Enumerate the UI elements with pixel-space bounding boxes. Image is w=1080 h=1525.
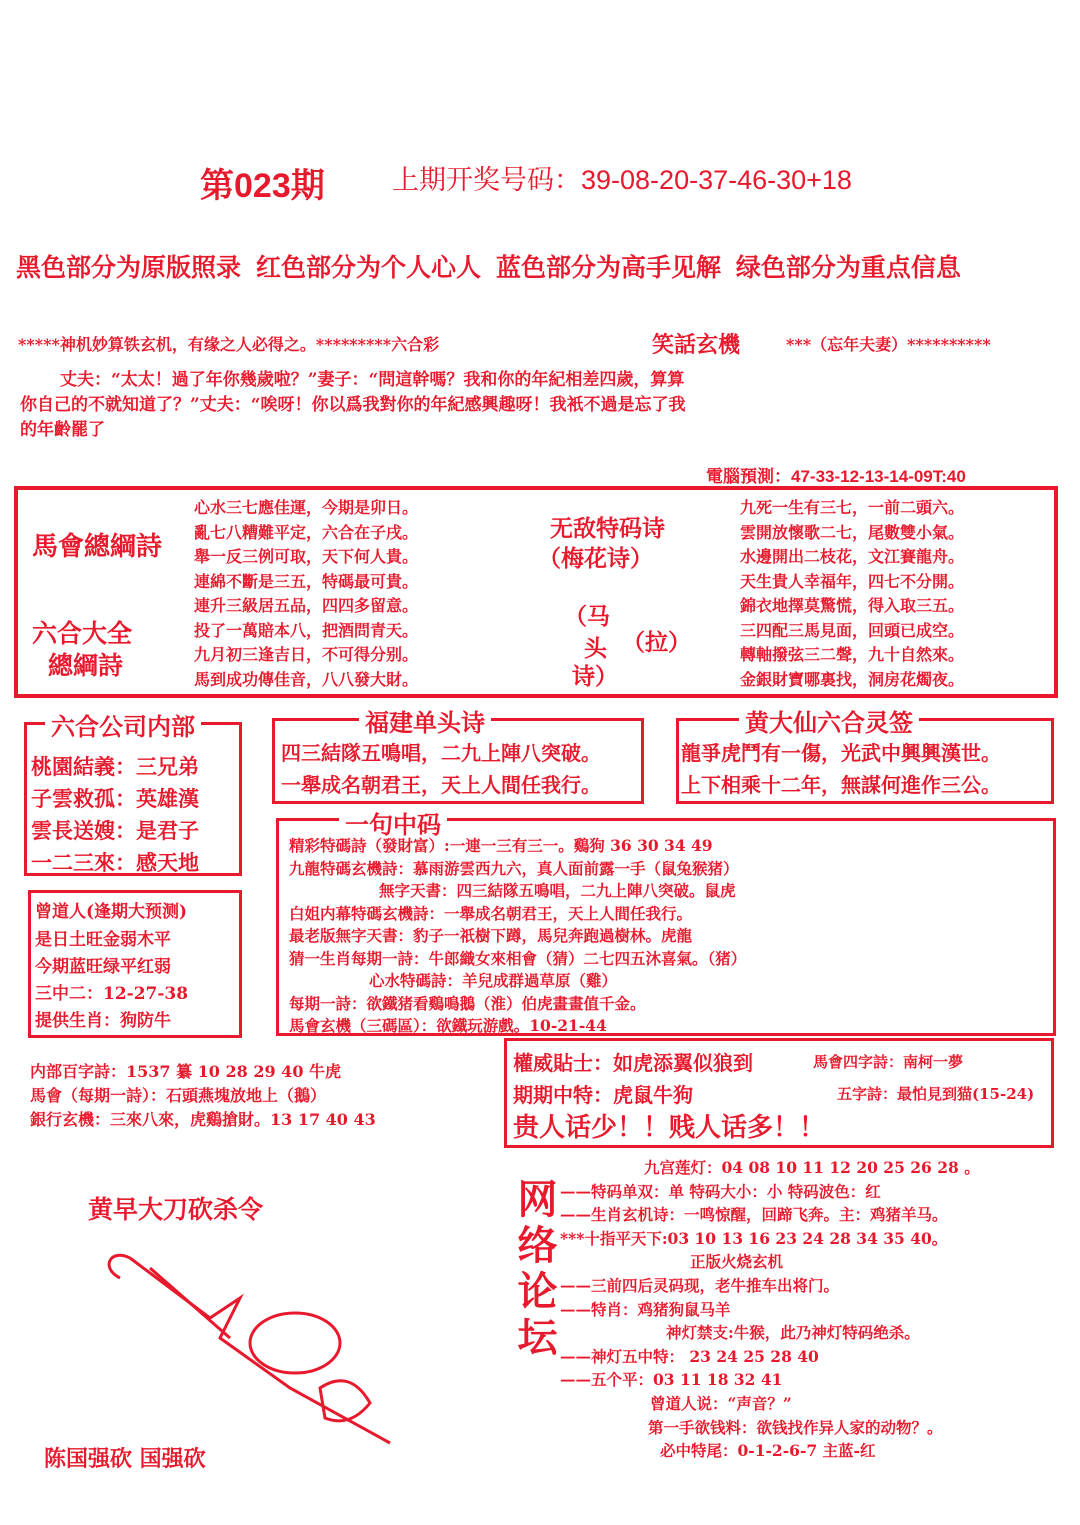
- poem-line: 雲開放懷歌二七，尾數雙小氣。: [740, 522, 965, 542]
- forum-line: 第一手欲钱料：欲钱找作异人家的动物？。: [648, 1417, 943, 1437]
- authority-slogan: 贵人话少！！贱人话多！！: [513, 1113, 826, 1143]
- taoist-prediction-box: [28, 890, 242, 1038]
- sentence-line: 每期一詩：欲鐵猪看鷄鳴鵝（淮）伯虎畫畫值千金。: [289, 993, 646, 1013]
- sword-guard-ring: [250, 1313, 340, 1373]
- poem-line: 馬到成功傳佳音，八八發大財。: [194, 669, 419, 689]
- poem-left-lines: [194, 496, 418, 692]
- company-box: [24, 712, 242, 876]
- sentence-line: 白姐内幕特碼玄機詩：一舉成名朝君王，天上人間任我行。: [289, 903, 693, 923]
- issue-number: 第023期: [200, 167, 325, 205]
- forum-line: 神灯禁支:牛猴，此乃神灯特码绝杀。: [666, 1323, 920, 1343]
- taoist-line: 提供生肖：狗防牛: [35, 1011, 171, 1031]
- joke-line: 你自己的不就知道了？”丈夫：“唉呀！你以爲我對你的年紀感興趣呀！我衹不過是忘了我: [20, 395, 686, 415]
- authority-four-char: 馬會四字詩：南柯一夢: [813, 1053, 964, 1071]
- legend-black: 黑色部分为原版照录: [16, 254, 242, 282]
- wong-tai-sin-title: 黄大仙六合灵签: [739, 703, 919, 738]
- company-title: 六合公司内部: [45, 707, 201, 742]
- sentence-line: 最老版無字天書：豹子一祇樹下蹲，馬兒奔跑過樹林。虎龍: [289, 926, 693, 945]
- sentence-line: 心水特碼詩：羊兒成群過草原（雞）: [369, 971, 618, 990]
- poem-mid-title-2: （梅花诗）: [538, 545, 653, 572]
- sword-handle-curl: [109, 1255, 130, 1278]
- forum-line: 九宫莲灯：04 08 10 11 12 20 25 26 28 。: [644, 1158, 980, 1177]
- joke-intro: *****神机妙算铁玄机，有缘之人必得之。*********六合彩: [18, 335, 440, 354]
- forum-line: ***十指平天下:03 10 13 16 23 24 28 34 35 40。: [560, 1228, 948, 1248]
- taoist-line: 三中二：12-27-38: [35, 984, 189, 1004]
- poem-title-1: 馬會總綱詩: [32, 532, 163, 562]
- poem-mid-side-2: 头: [584, 635, 607, 662]
- forum-line: 正版火烧玄机: [690, 1252, 784, 1272]
- fujian-title: 福建单头诗: [359, 703, 491, 738]
- fujian-lines: [281, 737, 601, 801]
- company-lines: [31, 751, 199, 879]
- legend-red: 红色部分为个人心人: [255, 254, 481, 282]
- poem-line: 天生貴人幸福年，四七不分開。: [740, 571, 965, 591]
- poem-mid-title-1: 无敌特码诗: [550, 515, 665, 542]
- forum-line: ——特码单双：单 特码大小：小 特码波色：红: [560, 1181, 881, 1201]
- inner-line: 銀行玄機：三來八來，虎鷄搶財。13 17 40 43: [30, 1110, 376, 1129]
- sentence-line: 九龍特碼玄機詩：慕雨游雲西九六，真人面前露一手（鼠兔猴猪）: [289, 858, 739, 878]
- wong-tai-sin-line: 龍爭虎鬥有一傷，光武中興興漢世。: [681, 741, 1001, 765]
- forum-line: 曾道人说：“声音？”: [650, 1393, 792, 1413]
- company-line: 子雲救孤：英雄漢: [31, 786, 199, 811]
- joke-title: 笑話玄機: [652, 332, 741, 358]
- authority-five-char: 五字詩：最怕見到猫(15-24): [837, 1085, 1035, 1103]
- last-draw-numbers: 上期开奖号码：39-08-20-37-46-30+18: [392, 165, 852, 195]
- poem-line: 九死一生有三七，一前二頭六。: [740, 498, 965, 517]
- poem-box: [14, 486, 1058, 698]
- forum-line: ——五个平：03 11 18 32 41: [560, 1370, 783, 1390]
- sentence-line: 無字天書：四三結隊五鳴唱，二九上陣八突破。鼠虎: [379, 881, 736, 900]
- computer-prediction: 電腦預測：47-33-12-13-14-09T:40: [706, 467, 966, 486]
- joke-body: [20, 368, 1060, 443]
- poem-line: 九月初三逢吉日，不可得分别。: [194, 645, 419, 664]
- wong-tai-sin-lines: [681, 737, 1001, 801]
- taoist-lines: [35, 927, 188, 1035]
- joke-line: 丈夫：“太太！過了年你幾歲啦？”妻子：“問這幹嗎？我和你的年紀相差四歲，算算: [60, 370, 685, 390]
- company-line: 一二三來：感天地: [31, 850, 199, 875]
- authority-tip: 權威貼士：如虎添翼似狼到: [513, 1051, 753, 1075]
- fujian-line: 一舉成名朝君王，天上人間任我行。: [281, 773, 601, 797]
- poem-line: 連升三級居五品，四四多留意。: [194, 596, 419, 615]
- joke-tag: ***（忘年夫妻）**********: [786, 335, 991, 354]
- color-legend: [16, 248, 961, 284]
- poem-title-2a: 六合大全: [32, 619, 133, 648]
- taoist-title: 曾道人(逢期大预测): [35, 902, 188, 922]
- inner-line: 内部百字詩：1537 纂 10 28 29 40 牛虎: [30, 1062, 342, 1081]
- sentence-line: 精彩特碼詩（發財富）:一連一三有三一。鷄狗 36 30 34 49: [289, 836, 713, 855]
- poem-title-2b: 總綱詩: [48, 651, 124, 680]
- legend-blue: 蓝色部分为高手见解: [495, 254, 721, 282]
- poem-line: 連綿不斷是三五，特碼最可貴。: [194, 571, 419, 591]
- forum-lines: [560, 1156, 980, 1463]
- sword-drawing: [90, 1228, 410, 1448]
- sword-tip-flourish: [320, 1381, 370, 1421]
- authority-stage: 期期中特：虎鼠牛狗: [513, 1083, 693, 1107]
- authority-box: [504, 1038, 1054, 1148]
- poem-line: 金銀財寶哪裏找，洞房花燭夜。: [740, 669, 965, 689]
- forum-line: ——神灯五中特： 23 24 25 28 40: [560, 1346, 819, 1366]
- forum-vertical-title: 网络论坛: [511, 1178, 558, 1362]
- taoist-line: 今期蓝旺绿平红弱: [35, 957, 171, 977]
- legend-green: 绿色部分为重点信息: [735, 254, 961, 282]
- wong-tai-sin-line: 上下相乘十二年，無謀何進作三公。: [681, 773, 1001, 797]
- sentence-code-box: [276, 810, 1056, 1036]
- wong-tai-sin-box: [676, 708, 1054, 804]
- sentence-line: 馬會玄機（三碼區）：欲鐵玩游戲。10-21-44: [289, 1016, 607, 1035]
- joke-line: 的年齡罷了: [20, 420, 105, 440]
- fujian-box: [272, 708, 644, 804]
- sword-title: 黄早大刀砍杀令: [88, 1195, 264, 1224]
- poem-line: 心水三七應佳運，今期是卯日。: [194, 498, 419, 517]
- poem-mid-side-4: （拉）: [622, 629, 691, 656]
- poem-mid-side-3: 诗）: [572, 663, 618, 690]
- forum-line: ——三前四后灵码现，老牛推车出将门。: [560, 1275, 840, 1295]
- sword-bottom-text: 陈国强砍 国强砍: [44, 1446, 206, 1472]
- poem-line: 三四配三馬見面，回頭已成空。: [740, 620, 965, 640]
- inner-hundred-lines: [30, 1060, 376, 1132]
- taoist-line: 是日土旺金弱木平: [35, 930, 171, 950]
- forum-line: ——生肖玄机诗：一鸣惊醒，回蹄飞奔。主：鸡猪羊马。: [560, 1205, 948, 1225]
- sentence-line: 猜一生肖每期一詩：牛郎織女來相會（猜）二七四五沐喜氣。（猪）: [289, 948, 747, 968]
- poem-line: 亂七八糟難平定，六合在子戌。: [194, 522, 419, 542]
- poem-line: 水邊開出二枝花，文江賽龍舟。: [740, 547, 965, 566]
- fujian-line: 四三結隊五鳴唱，二九上陣八突破。: [281, 741, 601, 765]
- poem-right-lines: [740, 496, 964, 692]
- inner-line: 馬會（每期一詩）：石頭燕塊放地上（鵝）: [30, 1086, 327, 1105]
- company-line: 桃園結義：三兄弟: [31, 754, 199, 779]
- poem-line: 錦衣地擇莫驚慌，得入取三五。: [740, 596, 965, 615]
- forum-line: 必中特尾：0-1-2-6-7 主蓝-红: [660, 1441, 876, 1461]
- poem-line: 投了一萬賠本八，把酒問青天。: [194, 620, 419, 640]
- sentence-code-lines: [289, 835, 746, 1038]
- sword-blade-edge: [150, 1268, 230, 1338]
- company-line: 雲長送嫂：是君子: [31, 818, 199, 843]
- poem-mid-side-1: （马: [564, 603, 610, 630]
- poem-line: 轉軸撥弦三二聲，九十自然來。: [740, 645, 965, 664]
- poem-line: 舉一反三例可取，天下何人貴。: [194, 547, 419, 566]
- sentence-code-title: 一句中码: [339, 805, 447, 840]
- forum-line: ——特肖：鸡猪狗鼠马羊: [560, 1299, 731, 1319]
